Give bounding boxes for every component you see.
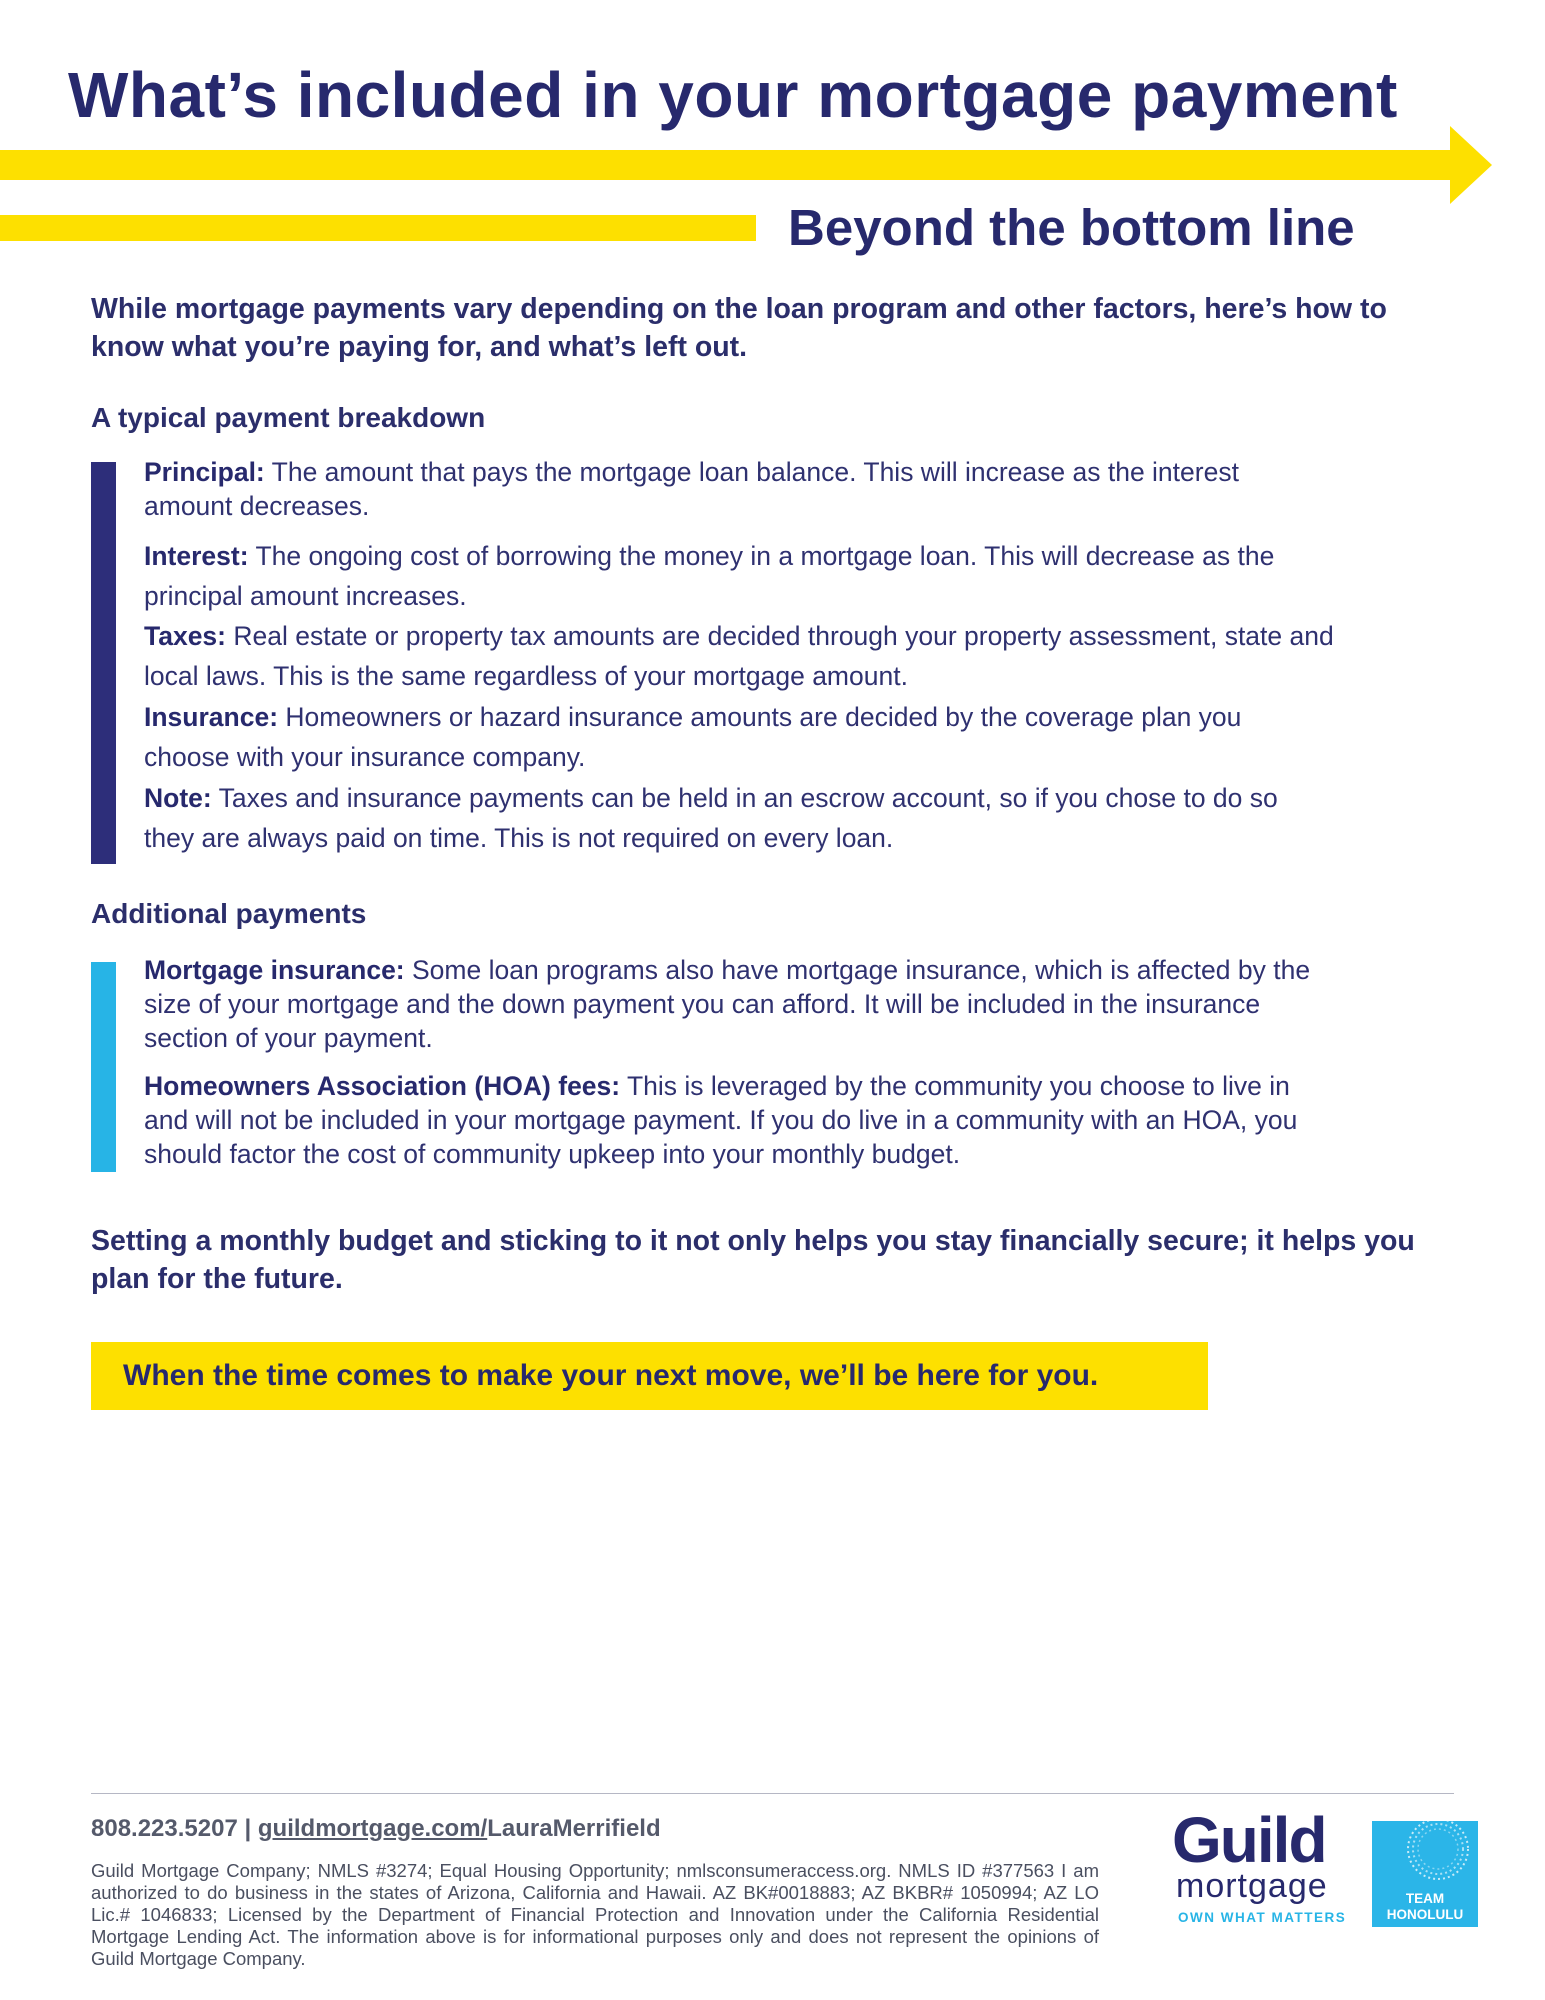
breakdown-item-principal: [144, 455, 1334, 523]
additional-heading: Additional payments: [91, 898, 367, 929]
guild-logo-mortgage: mortgage: [1176, 1867, 1328, 1905]
item-text: Taxes and insurance payments can be held in an escrow account, so if you chose to do so they are always paid on time. This is not required on every loan.: [144, 783, 1278, 853]
legal-disclaimer: Guild Mortgage Company; NMLS #3274; Equal Housing Opportunity; nmlsconsumeraccess.org. NMLS ID #377563 I am authorized to do business in the states of Arizona, California and Hawaii. AZ BK#0018883; AZ BKBR# 1050994; AZ LO Lic.# 1046833; Licensed by the Department of Financial Protection and Innovation under the California Residential Mortgage Lending Act. The information above is for informational purposes only and does not represent the opinions of Guild Mortgage Company.: [91, 1860, 1099, 1969]
footer-divider: [91, 1793, 1454, 1794]
item-text: The ongoing cost of borrowing the money in a mortgage loan. This will decrease as the principal amount increases.: [144, 541, 1275, 611]
breakdown-heading: A typical payment breakdown: [91, 402, 486, 433]
breakdown-item-interest: [144, 536, 1334, 616]
breakdown-item-insurance: [144, 697, 1334, 777]
phone-number: 808.223.5207: [91, 1815, 238, 1842]
breakdown-accent-bar: [91, 462, 116, 864]
item-text: Some loan programs also have mortgage insurance, which is affected by the size of your mortgage and the down payment you can afford. It will be included in the insurance section of your payment.: [144, 955, 1311, 1053]
guild-logo-tagline: OWN WHAT MATTERS: [1178, 1910, 1347, 1925]
item-term: Homeowners Association (HOA) fees:: [144, 1071, 621, 1101]
item-text: Homeowners or hazard insurance amounts are decided by the coverage plan you choose with your insurance company.: [144, 702, 1242, 772]
subtitle-bar: [0, 215, 756, 241]
item-term: Principal:: [144, 457, 265, 487]
team-line-2: HONOLULU: [1386, 1907, 1464, 1922]
arrow-bar: [0, 150, 1452, 180]
item-term: Insurance:: [144, 702, 279, 732]
item-term: Taxes:: [144, 621, 226, 651]
footer-contact: [91, 1815, 661, 1843]
item-text: The amount that pays the mortgage loan balance. This will increase as the interest amount decreases.: [144, 457, 1239, 521]
arrow-head-icon: [1450, 126, 1492, 204]
cta-banner: [91, 1342, 1208, 1410]
cta-text: When the time comes to make your next move, we’ll be here for you.: [123, 1359, 1099, 1392]
breakdown-item-note: [144, 778, 1334, 858]
item-term: Mortgage insurance:: [144, 955, 405, 985]
team-honolulu-logo: [1372, 1821, 1478, 1927]
website-link[interactable]: guildmortgage.com/: [257, 1815, 488, 1842]
item-text: Real estate or property tax amounts are decided through your property assessment, state and local laws. This is the same regardless of your mortgage amount.: [144, 621, 1334, 691]
additional-item-mortgage-insurance: [144, 953, 1334, 1055]
page-subtitle: Beyond the bottom line: [788, 199, 1355, 256]
contact-separator: |: [237, 1815, 258, 1842]
breakdown-item-taxes: [144, 616, 1334, 696]
additional-accent-bar: [91, 962, 116, 1172]
closing-paragraph: Setting a monthly budget and sticking to it not only helps you stay financially secure; it helps you plan for the future.: [91, 1225, 1415, 1295]
item-term: Interest:: [144, 541, 249, 571]
item-term: Note:: [144, 783, 212, 813]
team-line-1: TEAM: [1405, 1891, 1445, 1906]
website-link-path[interactable]: LauraMerrifield: [487, 1815, 661, 1842]
guild-logo-wordmark: Guild: [1172, 1804, 1326, 1876]
intro-paragraph: While mortgage payments vary depending on the loan program and other factors, here’s how to know what you’re paying for, and what’s left out.: [91, 293, 1387, 363]
page-title: What’s included in your mortgage payment: [68, 59, 1398, 131]
additional-item-hoa-fees: [144, 1069, 1334, 1171]
item-text: This is leveraged by the community you choose to live in and will not be included in your mortgage payment. If you do live in a community with an HOA, you should factor the cost of community upkeep into your monthly budget.: [144, 1071, 1298, 1169]
